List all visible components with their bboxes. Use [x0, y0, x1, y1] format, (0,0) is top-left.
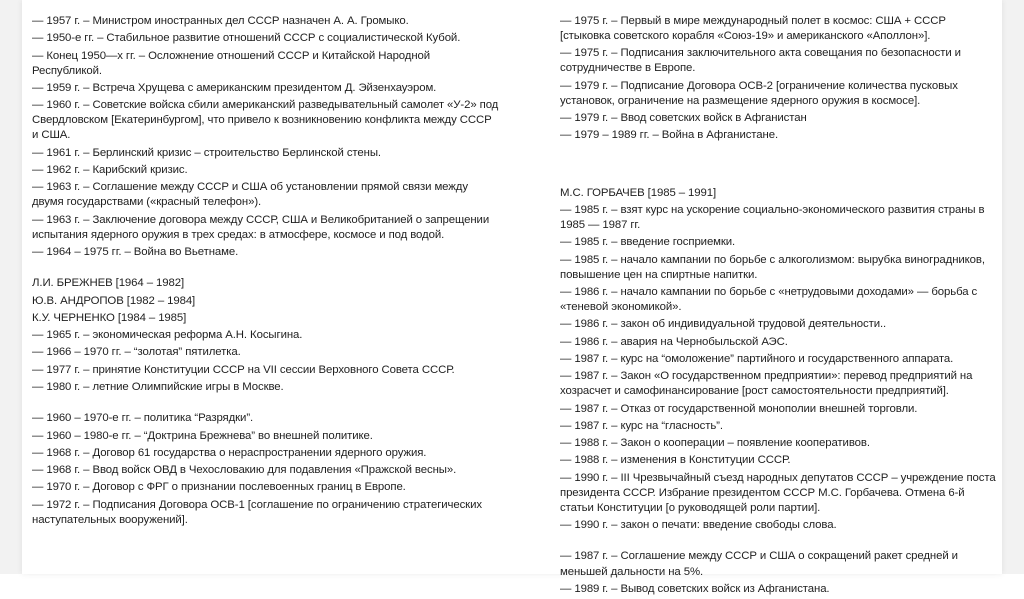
section-heading: М.С. ГОРБАЧЕВ [1985 – 1991]	[560, 186, 717, 199]
left-column	[32, 14, 500, 530]
text-line: — 1968 г. – Договор 61 государства о нераспространении ядерного оружия.	[32, 446, 427, 459]
text-line: — 1990 г. – III Чрезвычайный съезд народных депутатов СССР – учреждение поста президента СССР. Избрание президентом СССР М.С. Горбачева. Отмена 6-й статьи Конституции [о руководящей роли партии].	[560, 471, 996, 514]
text-line: — 1980 г. – летние Олимпийские игры в Москве.	[32, 380, 284, 393]
text-line: — 1979 г. – Ввод советских войск в Афганистан	[560, 112, 807, 125]
section-heading: Ю.В. АНДРОПОВ [1982 – 1984]	[32, 294, 196, 307]
text-line: — 1968 г. – Ввод войск ОВД в Чехословакию для подавления «Пражской весны».	[32, 464, 457, 477]
text-line: — 1987 г. – Отказ от государственной монополии внешней торговли.	[560, 402, 918, 415]
spacer	[560, 535, 998, 549]
text-line: — 1970 г. – Договор с ФРГ о признании послевоенных границ в Европе.	[32, 481, 406, 494]
text-line: — 1986 г. – авария на Чернобыльской АЭС.	[560, 335, 788, 348]
section-heading: К.У. ЧЕРНЕНКО [1984 – 1985]	[32, 311, 187, 324]
text-line: — 1988 г. – Закон о кооперации – появление кооперативов.	[560, 437, 870, 450]
text-line: — 1987 г. – курс на “омоложение” партийного и государственного аппарата.	[560, 352, 954, 365]
slide-page	[22, 0, 1002, 595]
text-line: — 1988 г. – изменения в Конституции СССР.	[560, 454, 791, 467]
text-line: — 1963 г. – Соглашение между СССР и США об установлении прямой связи между двумя государствами («красный телефон»).	[32, 181, 468, 209]
text-line: — 1990 г. – закон о печати: введение свободы слова.	[560, 519, 837, 532]
text-line: — 1987 г. – Закон «О государственном предприятии»: перевод предприятий на хозрасчет и самофинансирование [рост самостоятельности предприятий].	[560, 370, 973, 398]
text-line: — 1986 г. – начало кампании по борьбе с «нетрудовыми доходами» — борьба с «теневой экономикой».	[560, 286, 978, 314]
spacer	[560, 146, 998, 186]
text-line: — 1966 – 1970 гг. – “золотая” пятилетка.	[32, 346, 241, 359]
text-line: — 1985 г. – начало кампании по борьбе с алкоголизмом: вырубка виноградников, повышение цен на спиртные напитки.	[560, 253, 985, 281]
spacer	[32, 262, 500, 276]
text-line: — 1975 г. – Первый в мире международный полет в космос: США + СССР [стыковка советского корабля «Союз-19» и американского «Аполлон»].	[560, 15, 946, 43]
text-line: — 1962 г. – Карибский кризис.	[32, 163, 188, 176]
text-line: — 1987 г. – Соглашение между СССР и США о сокращений ракет средней и меньшей дальности на 5%.	[560, 550, 958, 578]
text-line: — 1960 – 1970-е гг. – политика “Разрядки”.	[32, 412, 254, 425]
text-line: — 1960 г. – Советские войска сбили американский разведывательный самолет «У-2» под Свердловском [Екатеринбургом], что привело к возникновению конфликта между СССР и США.	[32, 99, 499, 142]
text-line: — 1972 г. – Подписания Договора ОСВ-1 [соглашение по ограничению стратегических наступательных вооружений].	[32, 498, 482, 526]
text-line: — 1960 – 1980-е гг. – “Доктрина Брежнева” во внешней политике.	[32, 429, 373, 442]
text-line: — 1979 – 1989 гг. – Война в Афганистане.	[560, 129, 779, 142]
text-line: — 1977 г. – принятие Конституции СССР на VII сессии Верховного Совета СССР.	[32, 363, 455, 376]
text-line: — 1964 – 1975 гг. – Война во Вьетнаме.	[32, 246, 239, 258]
text-line: — 1950-е гг. – Стабильное развитие отношений СССР с социалистической Кубой.	[32, 32, 461, 45]
spacer	[32, 397, 500, 411]
text-line: — 1961 г. – Берлинский кризис – строительство Берлинской стены.	[32, 146, 381, 159]
text-line: — Конец 1950—х гг. – Осложнение отношений СССР и Китайской Народной Республикой.	[32, 49, 431, 77]
section-heading: Л.И. БРЕЖНЕВ [1964 – 1982]	[32, 277, 185, 290]
text-line: — 1987 г. – курс на “гласность”.	[560, 419, 723, 432]
text-line: — 1975 г. – Подписания заключительного акта совещания по безопасности и сотрудничестве в Европе.	[560, 47, 961, 75]
text-line: — 1963 г. – Заключение договора между СССР, США и Великобританией о запрещении испытания ядерного оружия в трех средах: в атмосфере, космосе и под водой.	[32, 213, 490, 241]
text-line: — 1959 г. – Встреча Хрущева с американским президентом Д. Эйзенхауэром.	[32, 81, 437, 94]
text-line: — 1979 г. – Подписание Договора ОСВ-2 [ограничение количества пусковых установок, ограничение на размещение ядерного оружия в космосе].	[560, 79, 958, 107]
text-line: — 1985 г. – взят курс на ускорение социально-экономического развития страны в 1985 — 1987 гг.	[560, 203, 985, 232]
right-column	[560, 14, 998, 599]
text-line: — 1985 г. – введение госприемки.	[560, 236, 736, 249]
text-line: — 1986 г. – закон об индивидуальной трудовой деятельности..	[560, 318, 887, 331]
text-line: — 1989 г. – Вывод советских войск из Афганистана.	[560, 582, 830, 595]
text-line: — 1965 г. – экономическая реформа А.Н. Косыгина.	[32, 329, 303, 342]
text-line: — 1957 г. – Министром иностранных дел СССР назначен А. А. Громыко.	[32, 15, 409, 27]
